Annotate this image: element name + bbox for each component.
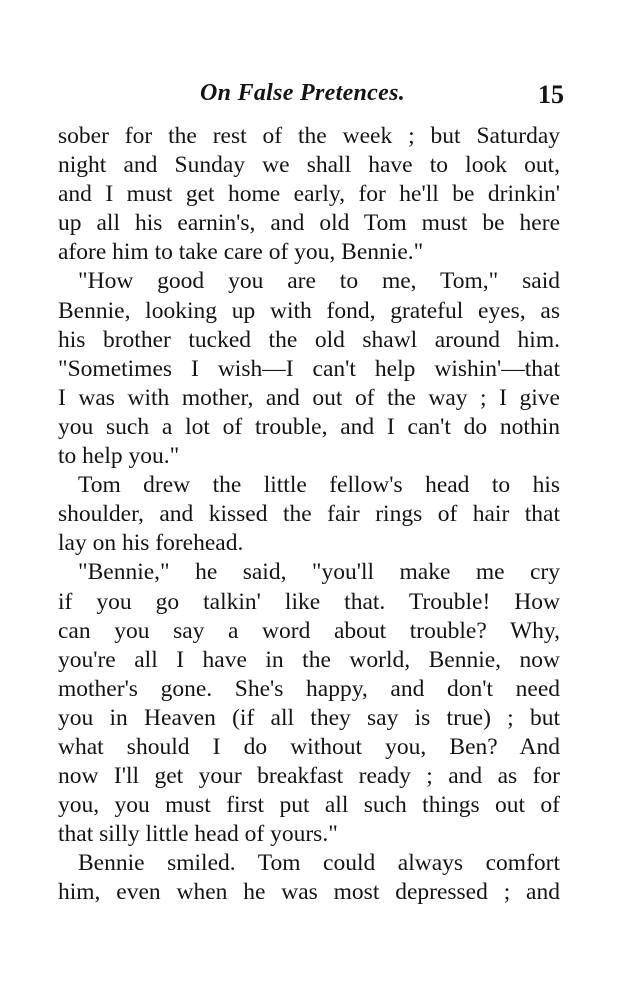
text-line: you in Heaven (if all they say is true) ; but (58, 704, 560, 731)
page-number: 15 (538, 80, 564, 109)
text-line: can you say a word about trouble? Why, (58, 617, 560, 644)
text-line: him, even when he was most depressed ; and (58, 879, 560, 906)
text-line: lay on his forehead. (58, 530, 244, 557)
text-line: if you go talkin' like that. Trouble! How (58, 588, 560, 615)
text-line: Bennie smiled. Tom could always comfort (78, 850, 560, 877)
text-line: Bennie, looking up with fond, grateful eyes, as (58, 297, 560, 324)
text-line: sober for the rest of the week ; but Saturday (58, 123, 560, 149)
text-line: what should I do without you, Ben? And (58, 733, 560, 760)
text-line: "Bennie," he said, "you'll make me cry (78, 559, 560, 586)
text-line: I was with mother, and out of the way ; I give (58, 384, 560, 411)
text-line: and I must get home early, for he'll be drinkin' (58, 181, 560, 208)
text-line: night and Sunday we shall have to look out, (58, 152, 560, 179)
text-line: you're all I have in the world, Bennie, now (58, 646, 560, 673)
text-line: that silly little head of yours." (58, 821, 338, 848)
text-line: to help you." (58, 443, 180, 470)
text-line: shoulder, and kissed the fair rings of hair that (58, 501, 560, 528)
running-head (58, 80, 566, 114)
text-line: his brother tucked the old shawl around him. (58, 326, 560, 353)
body-text (58, 122, 560, 908)
text-line: you such a lot of trouble, and I can't do nothin (58, 413, 560, 440)
text-line: Tom drew the little fellow's head to his (78, 472, 560, 499)
text-line: "How good you are to me, Tom," said (78, 268, 560, 295)
text-line: "Sometimes I wish—I can't help wishin'—that (58, 355, 560, 382)
text-line: afore him to take care of you, Bennie." (58, 239, 424, 266)
text-line: up all his earnin's, and old Tom must be here (58, 210, 560, 237)
text-line: you, you must first put all such things out of (58, 792, 560, 819)
text-line: now I'll get your breakfast ready ; and as for (58, 763, 560, 790)
text-line: mother's gone. She's happy, and don't need (58, 675, 560, 702)
running-title: On False Pretences. (200, 80, 406, 106)
